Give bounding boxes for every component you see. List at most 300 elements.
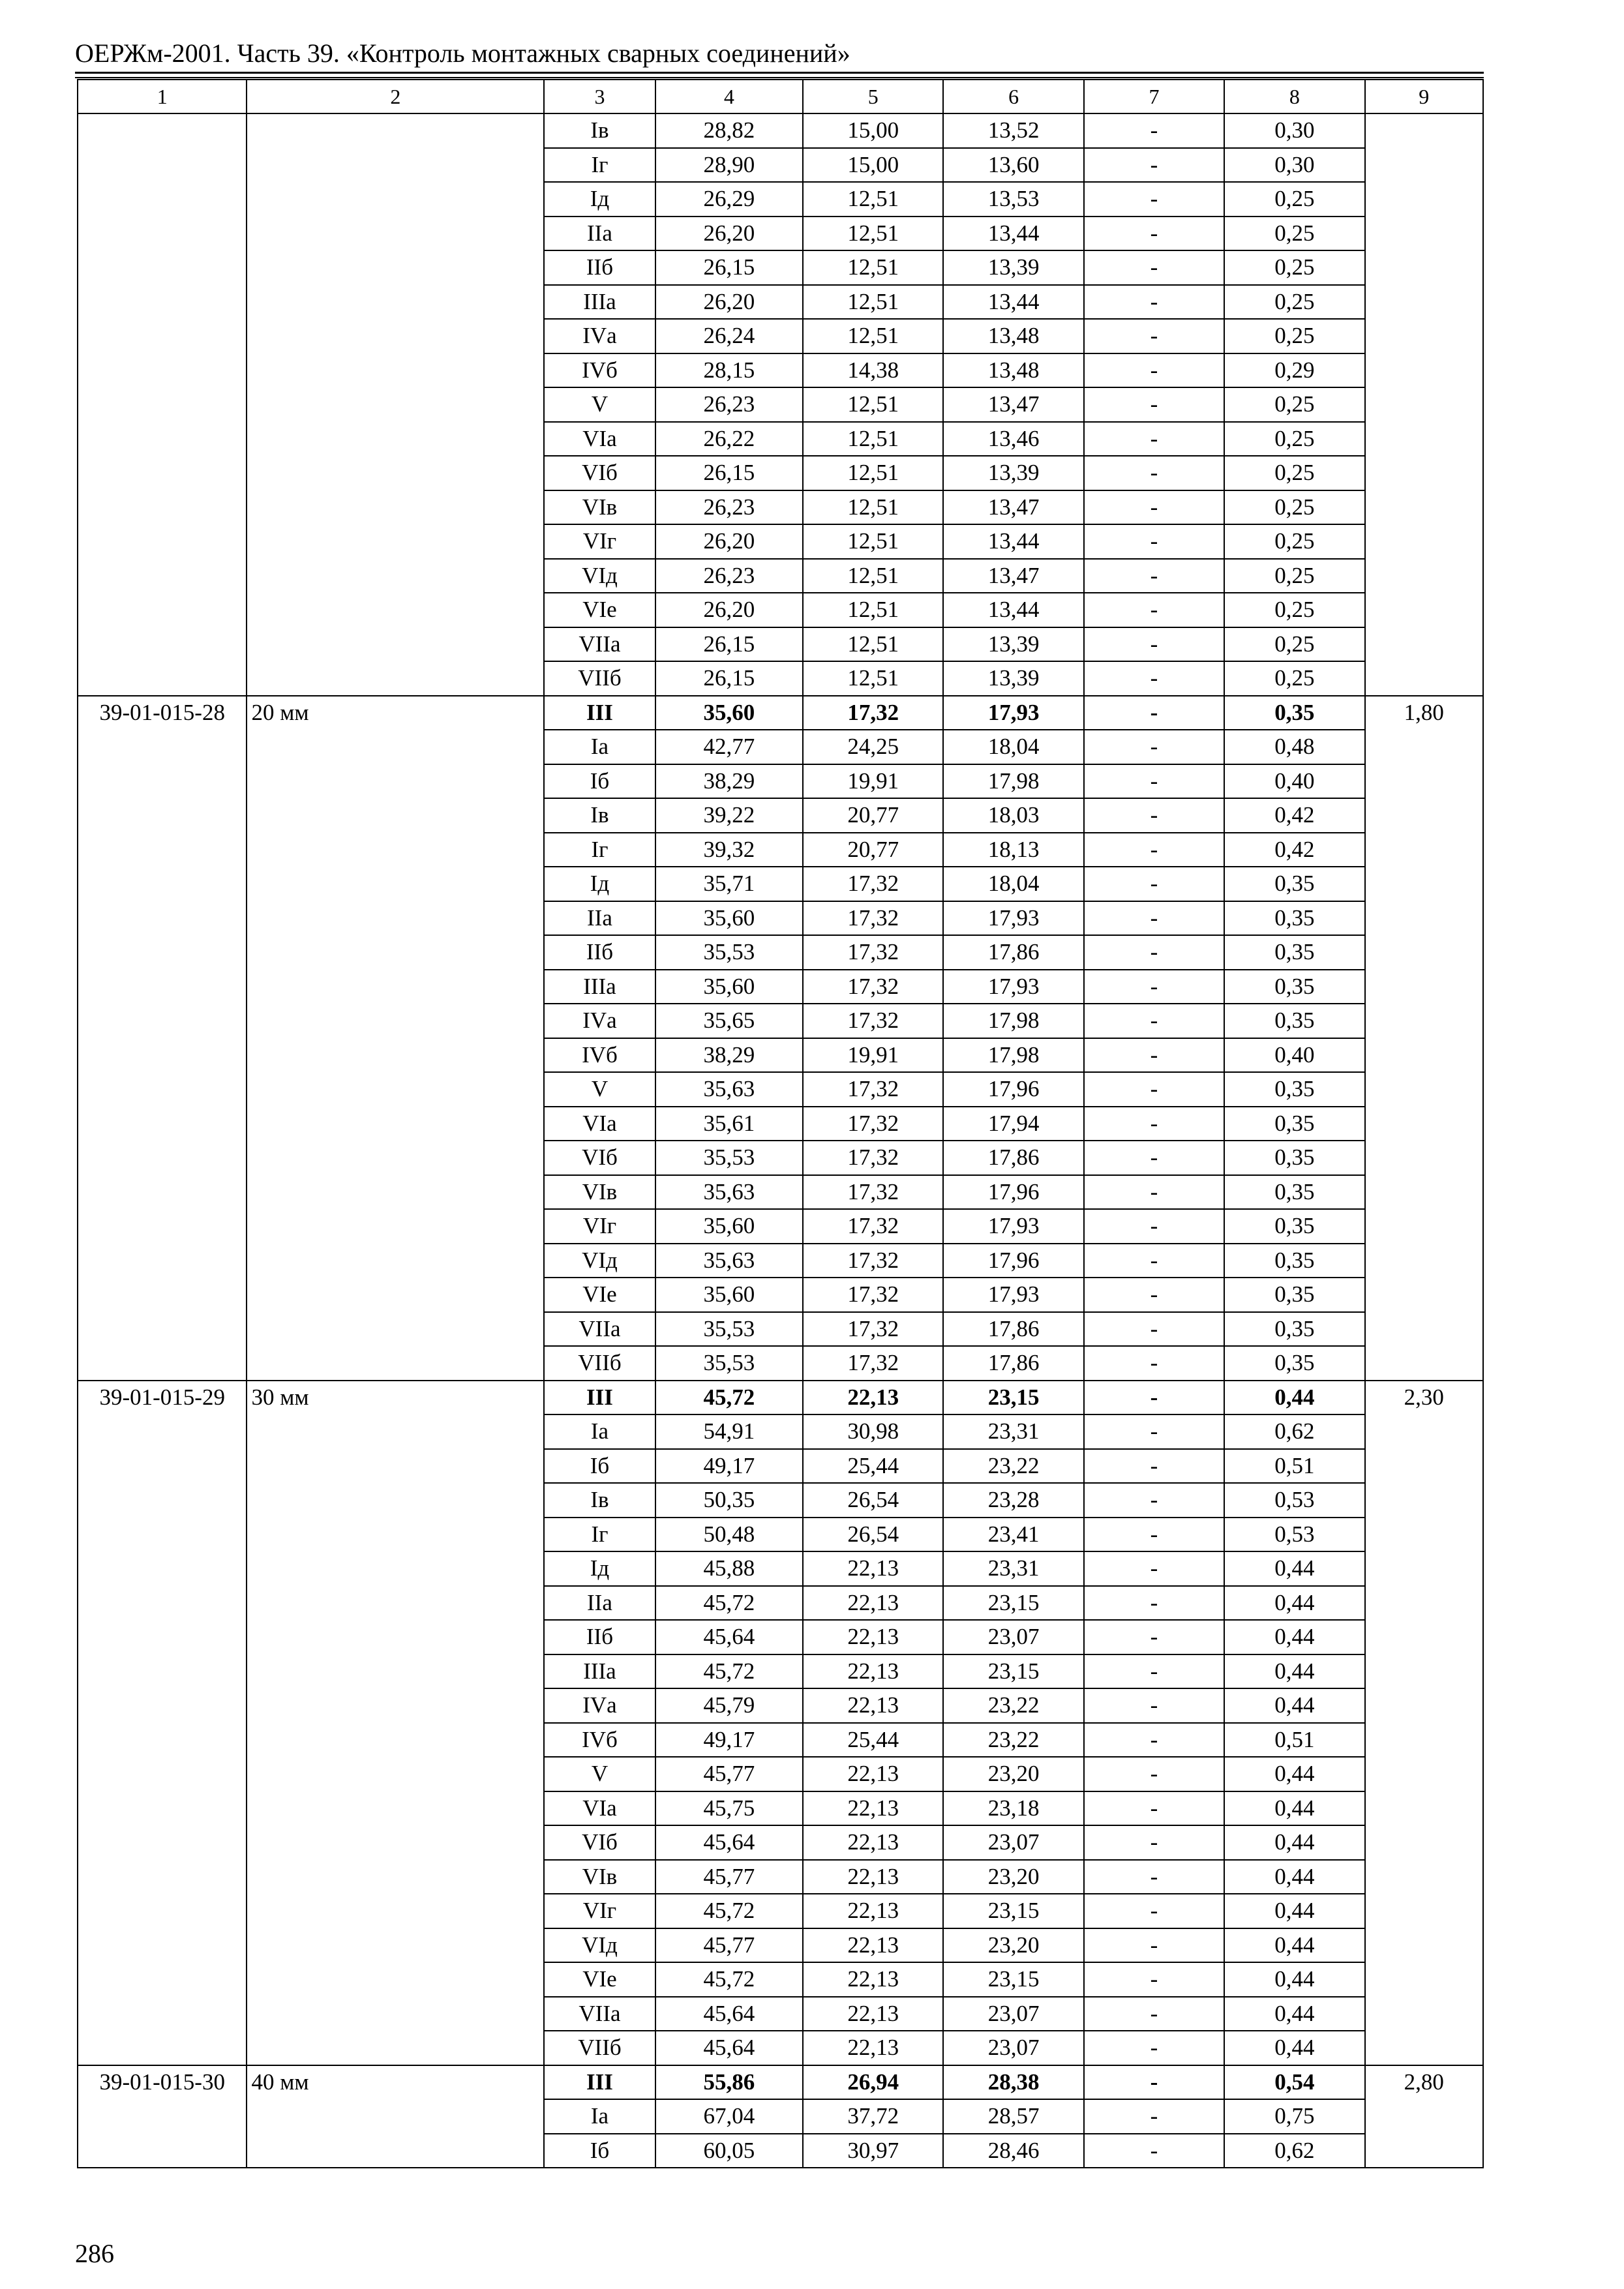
cell-c5: 22,13 — [803, 1962, 943, 1997]
cell-c5: 15,00 — [803, 148, 943, 183]
cell-c8: 0,35 — [1224, 1244, 1364, 1278]
cell-c8: 0,44 — [1224, 1757, 1364, 1791]
table-row — [78, 1381, 1483, 1415]
cell-c3: VIIа — [544, 627, 655, 662]
cell-c7: - — [1084, 113, 1224, 148]
cell-c6: 28,46 — [943, 2134, 1083, 2168]
cell-c4: 60,05 — [655, 2134, 803, 2168]
cell-c7: - — [1084, 353, 1224, 388]
cell-c5: 22,13 — [803, 2031, 943, 2065]
cell-c8: 0,51 — [1224, 1449, 1364, 1484]
item-name-cell: 40 мм — [247, 2065, 544, 2168]
cell-c3: VIд — [544, 1928, 655, 1963]
cell-c3: IVа — [544, 1004, 655, 1038]
cell-c4: 35,63 — [655, 1072, 803, 1107]
cell-c5: 17,32 — [803, 696, 943, 730]
cell-c5: 22,13 — [803, 1997, 943, 2031]
cell-c6: 13,39 — [943, 627, 1083, 662]
table-row — [78, 2065, 1483, 2100]
item-name-cell: 30 мм — [247, 1381, 544, 2065]
cell-c6: 18,04 — [943, 867, 1083, 901]
cell-c4: 26,24 — [655, 319, 803, 353]
cell-c3: Iг — [544, 148, 655, 183]
cell-c7: - — [1084, 627, 1224, 662]
cell-c8: 0,44 — [1224, 1586, 1364, 1621]
cell-c7: - — [1084, 1038, 1224, 1073]
cell-c7: - — [1084, 1518, 1224, 1552]
cell-c8: 0,35 — [1224, 1004, 1364, 1038]
column-number: 6 — [943, 80, 1083, 113]
cell-c3: Iб — [544, 764, 655, 799]
cell-c8: 0,25 — [1224, 661, 1364, 696]
cell-c7: - — [1084, 217, 1224, 251]
cell-c6: 13,44 — [943, 217, 1083, 251]
cell-c5: 30,98 — [803, 1414, 943, 1449]
cell-c4: 45,64 — [655, 1620, 803, 1654]
cell-c6: 17,93 — [943, 901, 1083, 936]
cell-c5: 20,77 — [803, 833, 943, 867]
cell-c8: 0,40 — [1224, 764, 1364, 799]
cell-c5: 12,51 — [803, 627, 943, 662]
cell-c5: 12,51 — [803, 524, 943, 559]
cell-c5: 17,32 — [803, 970, 943, 1004]
cell-c6: 13,48 — [943, 353, 1083, 388]
cell-c5: 19,91 — [803, 764, 943, 799]
column-number: 8 — [1224, 80, 1364, 113]
cell-c5: 12,51 — [803, 285, 943, 320]
cell-c5: 37,72 — [803, 2099, 943, 2134]
cell-c3: IIа — [544, 901, 655, 936]
cell-c8: 0,25 — [1224, 182, 1364, 217]
page-number: 286 — [75, 2239, 114, 2268]
cell-c4: 45,79 — [655, 1688, 803, 1723]
column-number: 7 — [1084, 80, 1224, 113]
cell-c5: 17,32 — [803, 1346, 943, 1381]
cell-c7: - — [1084, 1928, 1224, 1963]
cell-c4: 26,20 — [655, 524, 803, 559]
cell-c3: Iг — [544, 833, 655, 867]
cell-c8: 0,44 — [1224, 1791, 1364, 1826]
cell-c8: 0,62 — [1224, 1414, 1364, 1449]
column-9-cell: 1,80 — [1365, 696, 1483, 1381]
cell-c6: 23,20 — [943, 1757, 1083, 1791]
cell-c3: IVа — [544, 319, 655, 353]
cell-c4: 50,35 — [655, 1483, 803, 1518]
cell-c7: - — [1084, 490, 1224, 525]
cell-c8: 0,25 — [1224, 559, 1364, 593]
cell-c4: 39,32 — [655, 833, 803, 867]
cell-c8: 0,42 — [1224, 798, 1364, 833]
cell-c5: 22,13 — [803, 1894, 943, 1928]
cell-c8: 0,25 — [1224, 456, 1364, 490]
cell-c3: IIб — [544, 1620, 655, 1654]
cell-c6: 23,15 — [943, 1962, 1083, 1997]
cell-c6: 17,98 — [943, 1038, 1083, 1073]
cell-c8: 0,35 — [1224, 1209, 1364, 1244]
column-number: 9 — [1365, 80, 1483, 113]
cell-c3: VIб — [544, 1825, 655, 1860]
cell-c5: 14,38 — [803, 353, 943, 388]
cell-c7: - — [1084, 2099, 1224, 2134]
cell-c6: 23,15 — [943, 1654, 1083, 1689]
cell-c4: 38,29 — [655, 764, 803, 799]
cell-c5: 22,13 — [803, 1791, 943, 1826]
cell-c7: - — [1084, 1894, 1224, 1928]
cell-c3: VIб — [544, 1141, 655, 1175]
cell-c3: III — [544, 1381, 655, 1415]
cell-c3: III — [544, 696, 655, 730]
cell-c7: - — [1084, 319, 1224, 353]
cell-c8: 0,25 — [1224, 490, 1364, 525]
cell-c8: 0,25 — [1224, 627, 1364, 662]
header-rule — [75, 72, 1484, 74]
cell-c5: 17,32 — [803, 1175, 943, 1210]
table-row — [78, 113, 1483, 148]
cell-c5: 22,13 — [803, 1860, 943, 1894]
cell-c6: 17,98 — [943, 764, 1083, 799]
cell-c4: 45,72 — [655, 1894, 803, 1928]
cell-c4: 45,77 — [655, 1860, 803, 1894]
cell-c8: 0,35 — [1224, 696, 1364, 730]
cell-c8: 0,53 — [1224, 1483, 1364, 1518]
cell-c4: 54,91 — [655, 1414, 803, 1449]
cell-c4: 26,20 — [655, 593, 803, 627]
cell-c5: 12,51 — [803, 661, 943, 696]
item-name-cell — [247, 113, 544, 696]
cell-c4: 28,15 — [655, 353, 803, 388]
cell-c3: IVа — [544, 1688, 655, 1723]
cell-c3: VIIа — [544, 1997, 655, 2031]
cell-c4: 28,82 — [655, 113, 803, 148]
cell-c8: 0,44 — [1224, 1620, 1364, 1654]
cell-c8: 0,35 — [1224, 1278, 1364, 1312]
cell-c6: 13,44 — [943, 524, 1083, 559]
cell-c6: 23,18 — [943, 1791, 1083, 1826]
cell-c5: 12,51 — [803, 422, 943, 456]
cell-c8: 0,25 — [1224, 319, 1364, 353]
cell-c4: 26,15 — [655, 661, 803, 696]
cell-c7: - — [1084, 2031, 1224, 2065]
cell-c4: 35,63 — [655, 1175, 803, 1210]
cell-c8: 0,30 — [1224, 113, 1364, 148]
cell-c8: 0,35 — [1224, 935, 1364, 970]
cell-c3: Iб — [544, 2134, 655, 2168]
cell-c6: 13,52 — [943, 113, 1083, 148]
cell-c6: 13,46 — [943, 422, 1083, 456]
cell-c8: 0,62 — [1224, 2134, 1364, 2168]
cell-c3: IVб — [544, 1723, 655, 1758]
cell-c6: 13,47 — [943, 559, 1083, 593]
cell-c3: VIг — [544, 1209, 655, 1244]
cell-c4: 45,77 — [655, 1757, 803, 1791]
cell-c5: 17,32 — [803, 1141, 943, 1175]
cell-c7: - — [1084, 1997, 1224, 2031]
cell-c6: 17,86 — [943, 935, 1083, 970]
cell-c4: 26,29 — [655, 182, 803, 217]
cell-c5: 17,32 — [803, 1004, 943, 1038]
cell-c6: 23,07 — [943, 2031, 1083, 2065]
column-number: 1 — [78, 80, 247, 113]
cell-c3: IIIа — [544, 970, 655, 1004]
cell-c8: 0,44 — [1224, 1997, 1364, 2031]
cell-c8: 0,29 — [1224, 353, 1364, 388]
cell-c5: 24,25 — [803, 730, 943, 764]
cell-c6: 17,86 — [943, 1346, 1083, 1381]
cell-c4: 35,53 — [655, 935, 803, 970]
cell-c6: 13,48 — [943, 319, 1083, 353]
cell-c8: 0,51 — [1224, 1723, 1364, 1758]
cell-c8: 0,44 — [1224, 1381, 1364, 1415]
cell-c7: - — [1084, 1209, 1224, 1244]
cell-c7: - — [1084, 970, 1224, 1004]
cell-c3: Iг — [544, 1518, 655, 1552]
cell-c7: - — [1084, 524, 1224, 559]
cell-c4: 45,72 — [655, 1586, 803, 1621]
cell-c3: Iд — [544, 182, 655, 217]
cell-c5: 17,32 — [803, 867, 943, 901]
cell-c6: 13,39 — [943, 661, 1083, 696]
cell-c5: 12,51 — [803, 490, 943, 525]
cell-c5: 12,51 — [803, 456, 943, 490]
cell-c3: Iд — [544, 867, 655, 901]
cell-c7: - — [1084, 1825, 1224, 1860]
cell-c4: 26,22 — [655, 422, 803, 456]
cell-c7: - — [1084, 867, 1224, 901]
cell-c8: 0,35 — [1224, 901, 1364, 936]
cell-c4: 26,15 — [655, 250, 803, 285]
cell-c5: 22,13 — [803, 1586, 943, 1621]
cell-c8: 0,48 — [1224, 730, 1364, 764]
cell-c8: 0,25 — [1224, 524, 1364, 559]
cell-c3: VIд — [544, 1244, 655, 1278]
cell-c3: VIа — [544, 1107, 655, 1141]
cell-c4: 67,04 — [655, 2099, 803, 2134]
cell-c4: 45,77 — [655, 1928, 803, 1963]
cell-c4: 45,75 — [655, 1791, 803, 1826]
cell-c4: 50,48 — [655, 1518, 803, 1552]
cell-c6: 23,22 — [943, 1449, 1083, 1484]
cell-c8: 0,53 — [1224, 1518, 1364, 1552]
cell-c6: 17,96 — [943, 1175, 1083, 1210]
column-9-cell: 2,30 — [1365, 1381, 1483, 2065]
cell-c6: 23,20 — [943, 1928, 1083, 1963]
cell-c3: Iд — [544, 1551, 655, 1586]
cell-c3: VIIб — [544, 661, 655, 696]
cell-c4: 49,17 — [655, 1449, 803, 1484]
cell-c4: 35,60 — [655, 696, 803, 730]
cell-c4: 45,72 — [655, 1962, 803, 1997]
cell-c3: IIIа — [544, 285, 655, 320]
estimates-table — [77, 79, 1484, 2168]
cell-c7: - — [1084, 1004, 1224, 1038]
cell-c5: 22,13 — [803, 1928, 943, 1963]
cell-c5: 19,91 — [803, 1038, 943, 1073]
cell-c3: V — [544, 1072, 655, 1107]
cell-c5: 12,51 — [803, 250, 943, 285]
cell-c8: 0,25 — [1224, 422, 1364, 456]
table-row — [78, 696, 1483, 730]
column-number: 5 — [803, 80, 943, 113]
cell-c6: 13,60 — [943, 148, 1083, 183]
cell-c6: 18,13 — [943, 833, 1083, 867]
cell-c8: 0,30 — [1224, 148, 1364, 183]
rate-code-cell — [78, 113, 247, 696]
cell-c7: - — [1084, 1654, 1224, 1689]
cell-c6: 28,57 — [943, 2099, 1083, 2134]
cell-c5: 30,97 — [803, 2134, 943, 2168]
cell-c6: 13,44 — [943, 593, 1083, 627]
cell-c8: 0,25 — [1224, 593, 1364, 627]
cell-c4: 28,90 — [655, 148, 803, 183]
cell-c6: 18,04 — [943, 730, 1083, 764]
cell-c8: 0,44 — [1224, 1551, 1364, 1586]
cell-c5: 12,51 — [803, 319, 943, 353]
cell-c8: 0,44 — [1224, 1928, 1364, 1963]
cell-c4: 35,60 — [655, 970, 803, 1004]
cell-c6: 17,98 — [943, 1004, 1083, 1038]
cell-c4: 35,53 — [655, 1141, 803, 1175]
cell-c6: 13,47 — [943, 387, 1083, 422]
cell-c3: VIв — [544, 1860, 655, 1894]
cell-c8: 0,35 — [1224, 1107, 1364, 1141]
header-rule-thin — [75, 77, 1484, 78]
cell-c8: 0,40 — [1224, 1038, 1364, 1073]
cell-c4: 55,86 — [655, 2065, 803, 2100]
cell-c4: 26,15 — [655, 456, 803, 490]
cell-c7: - — [1084, 1723, 1224, 1758]
cell-c4: 42,77 — [655, 730, 803, 764]
cell-c3: IVб — [544, 1038, 655, 1073]
cell-c3: VIг — [544, 1894, 655, 1928]
cell-c3: IIIа — [544, 1654, 655, 1689]
page-header-title: ОЕРЖм-2001. Часть 39. «Контроль монтажных сварных соединений» — [75, 38, 850, 68]
rate-code-cell: 39-01-015-30 — [78, 2065, 247, 2168]
cell-c8: 0,35 — [1224, 1346, 1364, 1381]
cell-c4: 35,53 — [655, 1346, 803, 1381]
rate-code-cell: 39-01-015-29 — [78, 1381, 247, 2065]
cell-c6: 23,07 — [943, 1620, 1083, 1654]
cell-c4: 35,65 — [655, 1004, 803, 1038]
cell-c7: - — [1084, 1860, 1224, 1894]
cell-c8: 0,42 — [1224, 833, 1364, 867]
cell-c7: - — [1084, 456, 1224, 490]
cell-c5: 22,13 — [803, 1688, 943, 1723]
cell-c8: 0,44 — [1224, 1688, 1364, 1723]
cell-c6: 17,96 — [943, 1072, 1083, 1107]
cell-c3: Iв — [544, 798, 655, 833]
cell-c7: - — [1084, 764, 1224, 799]
cell-c3: VIе — [544, 1962, 655, 1997]
cell-c6: 13,44 — [943, 285, 1083, 320]
cell-c5: 22,13 — [803, 1825, 943, 1860]
cell-c8: 0,35 — [1224, 1072, 1364, 1107]
cell-c8: 0,35 — [1224, 867, 1364, 901]
cell-c7: - — [1084, 559, 1224, 593]
cell-c5: 25,44 — [803, 1723, 943, 1758]
cell-c6: 23,22 — [943, 1688, 1083, 1723]
cell-c6: 23,31 — [943, 1414, 1083, 1449]
item-name-cell: 20 мм — [247, 696, 544, 1381]
cell-c4: 49,17 — [655, 1723, 803, 1758]
cell-c6: 17,86 — [943, 1141, 1083, 1175]
column-number: 3 — [544, 80, 655, 113]
cell-c6: 23,20 — [943, 1860, 1083, 1894]
cell-c3: Iа — [544, 2099, 655, 2134]
cell-c4: 35,71 — [655, 867, 803, 901]
cell-c8: 0,44 — [1224, 1860, 1364, 1894]
cell-c7: - — [1084, 1141, 1224, 1175]
cell-c8: 0,25 — [1224, 217, 1364, 251]
cell-c7: - — [1084, 1072, 1224, 1107]
cell-c5: 17,32 — [803, 1107, 943, 1141]
cell-c4: 45,64 — [655, 1997, 803, 2031]
cell-c5: 22,13 — [803, 1757, 943, 1791]
cell-c8: 0,44 — [1224, 1654, 1364, 1689]
cell-c7: - — [1084, 182, 1224, 217]
cell-c4: 35,61 — [655, 1107, 803, 1141]
cell-c7: - — [1084, 1175, 1224, 1210]
cell-c7: - — [1084, 1107, 1224, 1141]
cell-c6: 13,47 — [943, 490, 1083, 525]
cell-c3: Iа — [544, 730, 655, 764]
cell-c3: V — [544, 1757, 655, 1791]
cell-c7: - — [1084, 593, 1224, 627]
cell-c8: 0,35 — [1224, 1312, 1364, 1347]
cell-c3: Iв — [544, 113, 655, 148]
cell-c7: - — [1084, 730, 1224, 764]
cell-c7: - — [1084, 1346, 1224, 1381]
cell-c6: 17,93 — [943, 1209, 1083, 1244]
cell-c7: - — [1084, 661, 1224, 696]
cell-c7: - — [1084, 1312, 1224, 1347]
cell-c8: 0,35 — [1224, 1175, 1364, 1210]
cell-c5: 26,54 — [803, 1483, 943, 1518]
cell-c4: 45,88 — [655, 1551, 803, 1586]
cell-c5: 22,13 — [803, 1551, 943, 1586]
cell-c7: - — [1084, 1449, 1224, 1484]
cell-c3: Iб — [544, 1449, 655, 1484]
cell-c4: 35,60 — [655, 1209, 803, 1244]
cell-c4: 26,23 — [655, 387, 803, 422]
cell-c6: 18,03 — [943, 798, 1083, 833]
cell-c6: 13,53 — [943, 182, 1083, 217]
cell-c5: 26,54 — [803, 1518, 943, 1552]
cell-c7: - — [1084, 285, 1224, 320]
cell-c4: 35,60 — [655, 901, 803, 936]
cell-c8: 0,25 — [1224, 285, 1364, 320]
cell-c5: 17,32 — [803, 1072, 943, 1107]
cell-c7: - — [1084, 1688, 1224, 1723]
cell-c7: - — [1084, 250, 1224, 285]
cell-c7: - — [1084, 935, 1224, 970]
cell-c8: 0,44 — [1224, 1962, 1364, 1997]
cell-c5: 12,51 — [803, 217, 943, 251]
cell-c3: IIб — [544, 250, 655, 285]
cell-c5: 17,32 — [803, 1312, 943, 1347]
cell-c7: - — [1084, 1791, 1224, 1826]
cell-c4: 45,72 — [655, 1654, 803, 1689]
cell-c3: IVб — [544, 353, 655, 388]
column-9-cell: 2,80 — [1365, 2065, 1483, 2168]
cell-c7: - — [1084, 1278, 1224, 1312]
cell-c5: 17,32 — [803, 1209, 943, 1244]
cell-c8: 0,35 — [1224, 970, 1364, 1004]
cell-c3: VIе — [544, 1278, 655, 1312]
cell-c5: 25,44 — [803, 1449, 943, 1484]
cell-c6: 23,07 — [943, 1997, 1083, 2031]
cell-c5: 12,51 — [803, 387, 943, 422]
cell-c5: 15,00 — [803, 113, 943, 148]
